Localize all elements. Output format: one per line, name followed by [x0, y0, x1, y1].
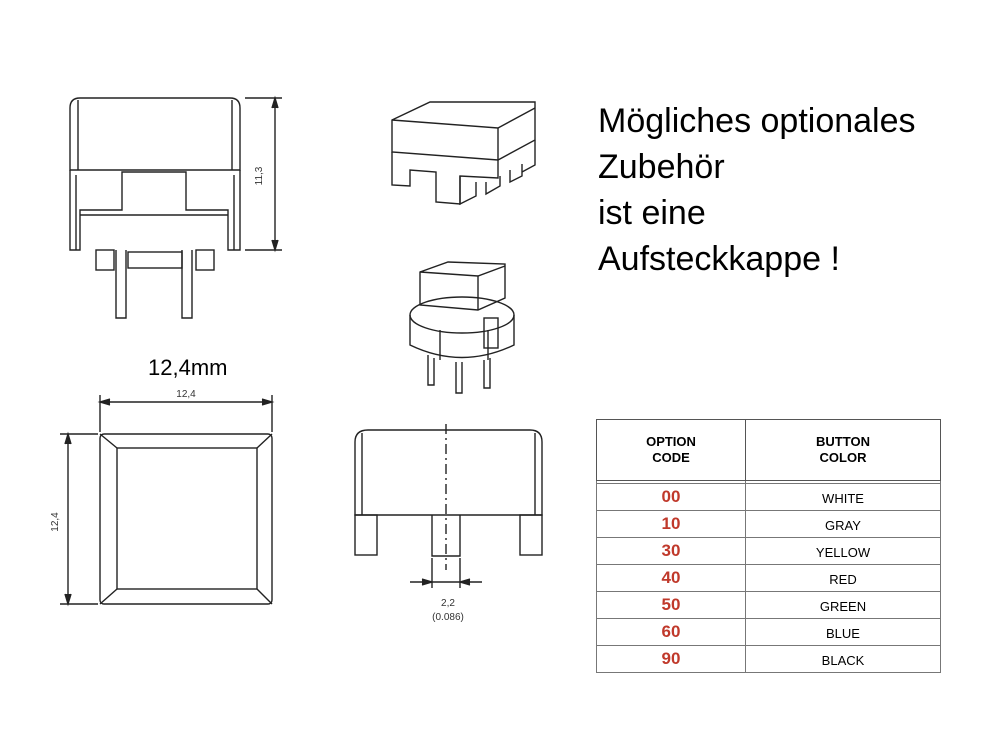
headline-line-1: Mögliches optionales — [598, 102, 916, 140]
switch-3d-view — [410, 262, 514, 393]
option-code-cell: 30 — [597, 538, 746, 565]
dim-pin-width-label: 2,2 — [441, 598, 455, 609]
dim-height-label: 11,3 — [254, 166, 265, 186]
button-color-cell: GREEN — [746, 592, 941, 619]
option-table-body — [597, 481, 941, 673]
option-code-cell: 90 — [597, 646, 746, 673]
table-row — [597, 565, 941, 592]
table-row — [597, 538, 941, 565]
cap-3d-view — [392, 102, 535, 204]
table-row — [597, 619, 941, 646]
table-row — [597, 646, 941, 673]
option-code-cell: 50 — [597, 592, 746, 619]
dim-side-height-label: 12,4 — [50, 512, 61, 532]
headline-line-4: Aufsteckkappe ! — [598, 240, 840, 278]
size-note: 12,4mm — [148, 355, 228, 380]
dim-pin-width-inch-label: (0.086) — [432, 612, 464, 623]
table-row — [597, 511, 941, 538]
top-view-cap — [60, 395, 272, 604]
header-color-line: COLOR — [819, 450, 867, 465]
headline-line-2: Zubehör — [598, 148, 725, 186]
button-color-cell: YELLOW — [746, 538, 941, 565]
option-code-cell: 40 — [597, 565, 746, 592]
headline-text — [598, 98, 916, 282]
button-color-cell: BLACK — [746, 646, 941, 673]
button-color-cell: GRAY — [746, 511, 941, 538]
button-color-cell: RED — [746, 565, 941, 592]
option-code-cell: 10 — [597, 511, 746, 538]
header-button-color — [746, 420, 941, 481]
table-row — [597, 592, 941, 619]
header-option-line: OPTION — [646, 434, 696, 449]
button-color-cell: BLUE — [746, 619, 941, 646]
headline-line-3: ist eine — [598, 194, 706, 232]
header-option-code — [597, 420, 746, 481]
option-table — [596, 419, 941, 673]
table-row — [597, 484, 941, 511]
side-view-cap — [355, 424, 542, 588]
option-code-cell: 00 — [597, 484, 746, 511]
header-code-line: CODE — [652, 450, 690, 465]
dim-top-width-label: 12,4 — [176, 389, 196, 400]
button-color-cell: WHITE — [746, 484, 941, 511]
option-code-cell: 60 — [597, 619, 746, 646]
header-button-line: BUTTON — [816, 434, 870, 449]
front-view-switch — [70, 98, 282, 318]
